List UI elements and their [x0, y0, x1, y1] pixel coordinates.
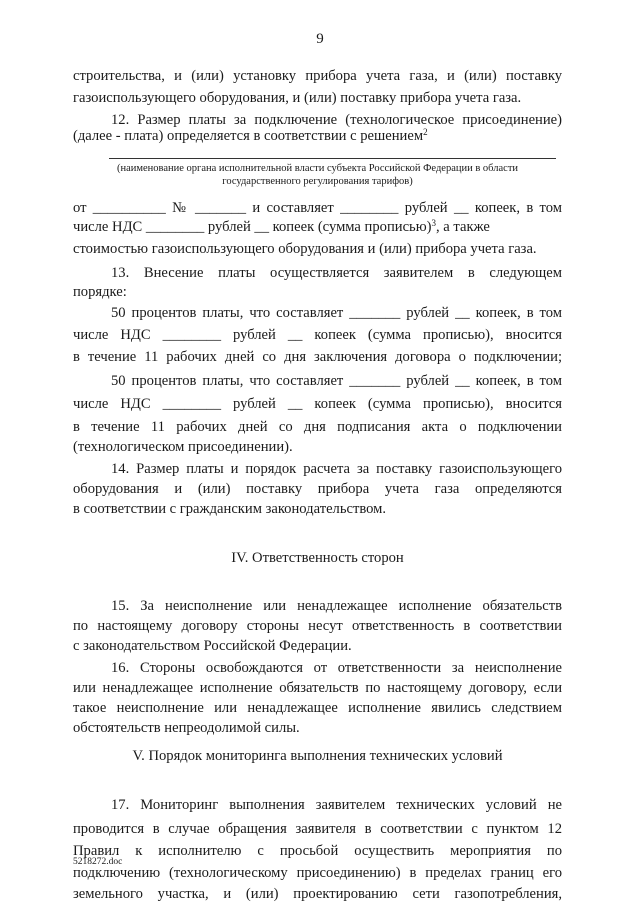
text-line: числе НДС ________ рублей __ копеек (сумма прописью), вносится — [73, 396, 562, 412]
text-line: 12. Размер платы за подключение (технологическое присоединение) — [111, 112, 562, 128]
text-span: , а также — [435, 219, 490, 235]
text-line: такое неисполнение или ненадлежащее исполнение явились следствием — [73, 700, 562, 716]
text-line: обстоятельств непреодолимой силы. — [73, 720, 300, 736]
text-line — [73, 218, 562, 237]
text-line: проводится в случае обращения заявителя в соответствии с пунктом 12 — [73, 821, 562, 837]
text-line: порядке: — [73, 284, 127, 300]
text-line: (технологическом присоединении). — [73, 439, 293, 455]
text-line: 17. Мониторинг выполнения заявителем технических условий не — [111, 797, 562, 813]
text-line: в течение 11 рабочих дней со дня заключения договора о подключении; — [73, 349, 562, 365]
text-line: числе НДС ________ рублей __ копеек (сумма прописью), вносится — [73, 327, 562, 343]
file-name-footer: 5218272.doc — [73, 857, 123, 867]
text-line: 13. Внесение платы осуществляется заявителем в следующем — [111, 265, 562, 281]
text-line: по настоящему договору стороны несут ответственность в соответствии — [73, 618, 562, 634]
text-line: земельного участка, и (или) проектированию сети газопотребления, — [73, 886, 562, 902]
text-line: с законодательством Российской Федерации. — [73, 638, 352, 654]
footnote-mark: 2 — [423, 127, 428, 137]
text-line: в течение 11 рабочих дней со дня подписания акта о подключении — [73, 419, 562, 435]
section-heading: IV. Ответственность сторон — [231, 550, 404, 566]
text-line: или ненадлежащее исполнение обязательств по настоящему договору, если — [73, 680, 562, 696]
text-line: стоимостью газоиспользующего оборудования и (или) прибора учета газа. — [73, 241, 537, 257]
text-line: 15. За неисполнение или ненадлежащее исполнение обязательств — [111, 598, 562, 614]
caption-line: государственного регулирования тарифов) — [222, 176, 413, 187]
text-line: оборудования и (или) поставку прибора учета газа определяются — [73, 481, 562, 497]
text-line: подключению (технологическому присоединению) в пределах границ его — [73, 865, 562, 881]
text-line: Правил к исполнителю с просьбой осуществить мероприятия по — [73, 843, 562, 859]
caption-line: (наименование органа исполнительной власти субъекта Российской Федерации в области — [116, 163, 519, 174]
blank-rule — [109, 158, 556, 159]
text-line: в соответствии с гражданским законодательством. — [73, 501, 387, 517]
text-line: 50 процентов платы, что составляет _______ рублей __ копеек, в том — [111, 305, 562, 321]
page-number: 9 — [316, 31, 324, 47]
text-span: числе НДС ________ рублей __ копеек (сумма прописью) — [73, 219, 432, 235]
text-line — [73, 127, 562, 146]
text-line: газоиспользующего оборудования, и (или) поставку прибора учета газа. — [73, 90, 522, 106]
text-span: (далее - плата) определяется в соответствии с решением — [73, 128, 424, 144]
text-line: от __________ № _______ и составляет ________ рублей __ копеек, в том — [73, 200, 562, 216]
section-heading: V. Порядок мониторинга выполнения технических условий — [132, 748, 503, 764]
text-line: 50 процентов платы, что составляет _______ рублей __ копеек, в том — [111, 373, 562, 389]
text-line: строительства, и (или) установку прибора учета газа, и (или) поставку — [73, 68, 562, 84]
text-line: 16. Стороны освобождаются от ответственности за неисполнение — [111, 660, 562, 676]
footnote-mark: 3 — [431, 218, 436, 228]
text-line: 14. Размер платы и порядок расчета за поставку газоиспользующего — [111, 461, 562, 477]
